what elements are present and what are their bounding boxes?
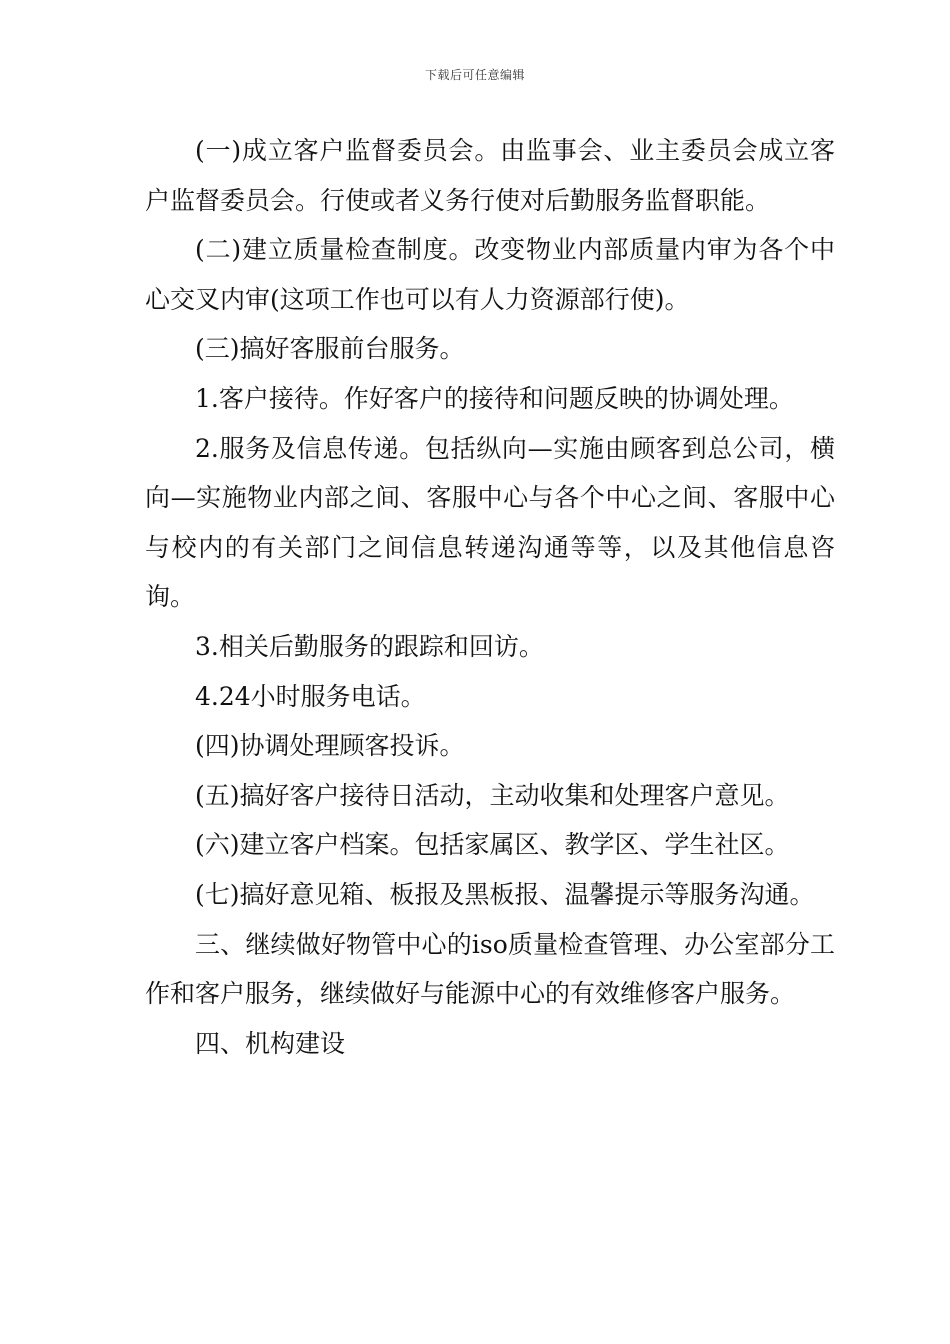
paragraph-9: (五)搞好客户接待日活动，主动收集和处理客户意见。 <box>195 780 790 810</box>
paragraph-3: (三)搞好客服前台服务。 <box>195 334 465 364</box>
paragraph-4: 1.客户接待。作好客户的接待和问题反映的协调处理。 <box>195 383 794 413</box>
paragraph-2: (二)建立质量检查制度。改变物业内部质量内审为各个中心交叉内审(这项工作也可以有人力资源部行使)。 <box>145 235 835 314</box>
page-header: 下载后可任意编辑 <box>424 68 525 82</box>
paragraph-10: (六)建立客户档案。包括家属区、教学区、学生社区。 <box>195 830 790 860</box>
paragraph-11: (七)搞好意见箱、板报及黑板报、温馨提示等服务沟通。 <box>195 879 815 909</box>
paragraph-1: (一)成立客户监督委员会。由监事会、业主委员会成立客户监督委员会。行使或者义务行使对后勤服务监督职能。 <box>145 136 835 215</box>
paragraph-12: 三、继续做好物管中心的iso质量检查管理、办公室部分工作和客户服务，继续做好与能源中心的有效维修客户服务。 <box>145 929 835 1009</box>
document-body <box>145 126 835 1068</box>
paragraph-8: (四)协调处理顾客投诉。 <box>195 731 465 761</box>
paragraph-6: 3.相关后勤服务的跟踪和回访。 <box>195 631 544 661</box>
paragraph-5: 2.服务及信息传递。包括纵向—实施由顾客到总公司，横向—实施物业内部之间、客服中心与各个中心之间、客服中心与校内的有关部门之间信息转递沟通等等，以及其他信息咨询。 <box>145 433 835 612</box>
paragraph-7: 4.24小时服务电话。 <box>195 681 426 711</box>
paragraph-13: 四、机构建设 <box>195 1028 346 1058</box>
